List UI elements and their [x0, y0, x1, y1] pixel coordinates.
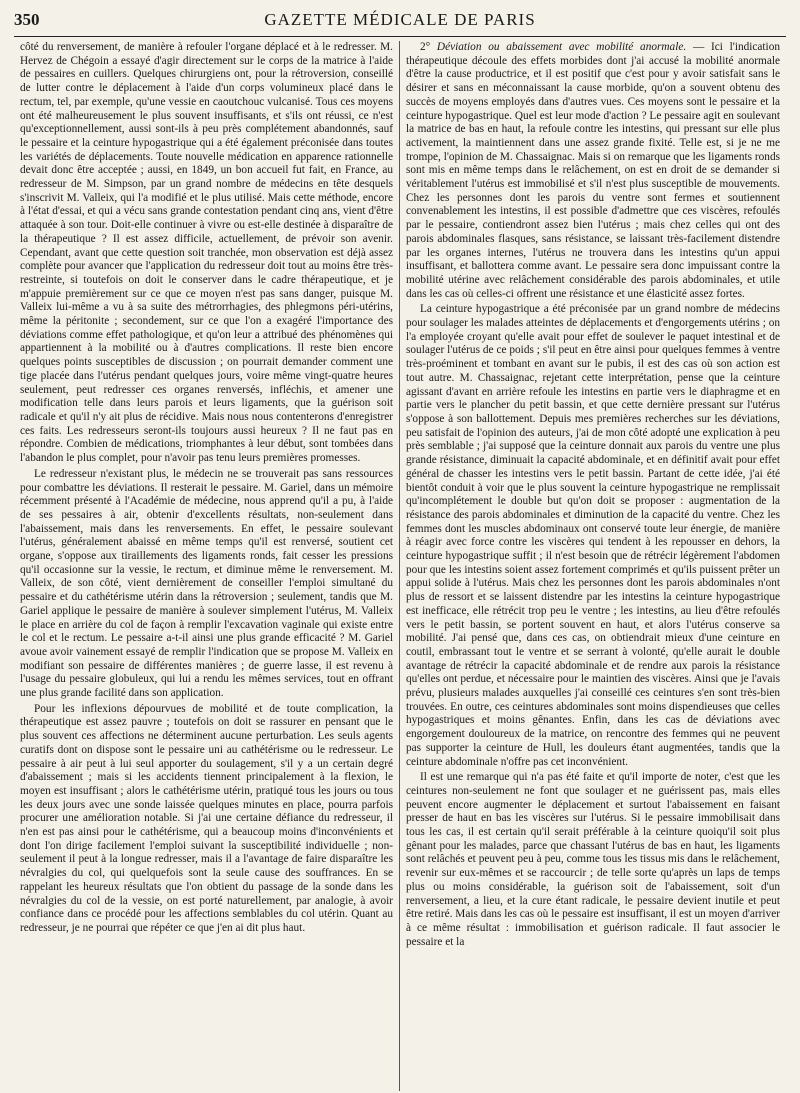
paragraph: Pour les inflexions dépourvues de mobilité et de toute complication, la thérapeutique est assez pauvre ; toutefois on doit se rassurer en pensant que le plus souvent ces affections ne déterminent aucune perturbation. Les seuls agents curatifs dont on dispose sont le pessaire uni au cathétérisme ou le redresseur. Le pessaire à air peut à lui seul apporter du soulagement, s'il y a un certain degré d'abaissement ; mais si les accidents tiennent principalement à la flexion, le moyen est insuffisant ; alors le cathétérisme utérin, pratiqué tous les jours ou tous les deux jours avec une sonde laissée quelques minutes en place, pourra parfois procurer une amélioration notable. Si j'ai une certaine défiance du redresseur, il n'en est pas ainsi pour le cathétérisme, qui a beaucoup moins d'inconvénients et dont l'on dirige facilement l'emploi suivant la susceptibilité individuelle ; non-seulement il peut à la longue redresser, mais il a l'avantage de faire disparaître les névralgies du col, qui quelquefois sont la seule cause des souffrances. En se rappelant les heureux résultats que l'on obtient du passage de la sonde dans les névralgies du col de la vessie, on est porté naturellement, par analogie, à avoir confiance dans ce procédé pour les affections semblables du col utérin. Quant au redresseur, je ne pourrai que répéter ce que j'en ai dit plus haut. [20, 702, 393, 934]
section-number: 2° [420, 41, 431, 53]
paragraph: Il est une remarque qui n'a pas été faite et qu'il importe de noter, c'est que les ceintures non-seulement ne font que soulager et ne guérissent pas, mais elles peuvent encore augmenter le déplacement et surtout l'abaissement en faisant presser de haut en bas les viscères sur l'utérus. Si le pessaire immobilisait dans tous les cas, il est certain qu'il serait préférable à la ceinture quoiqu'il soit plus gênant pour les malades, parce que chassant l'utérus de bas en haut, les ligaments sont relâchés et peuvent peu à peu, comme tous les tissus mis dans le relâchement, revenir sur eux-mêmes et se raccourcir ; de telle sorte qu'après un laps de temps plus ou moins considérable, la guérison soit de l'abaissement, soit d'un renversement, a lieu, et la cure étant radicale, le pessaire devient inutile et peut être retiré. Mais dans les cas où le pessaire est insuffisant, il est un moyen d'arriver à ce même résultat : immobilisation et guérison radicale. Il faut associer le pessaire et la [406, 771, 780, 948]
section-text: — Ici l'indication thérapeutique découle des effets morbides dont j'ai accusé la mobilité anormale d'être la cause productrice, et il est positif que c'est pour y avoir satisfait sans le désirer et sans en méconnaissant la cause morbide, qu'on a souvent obtenu des succès de moyens employés dans d'autres vues. Ces moyens sont le pessaire et la ceinture hypogastrique. Quel est leur mode d'action ? Le pessaire agit en soulevant la matrice de bas en haut, la refoule contre les intestins, qui pressant sur elle plus activement, la maintiennent dans une assez grande fixité. Telle est, si je ne me trompe, l'opinion de M. Chassaignac. Mais si on remarque que les ligaments ronds sont mis en même temps dans le relâchement, on est en droit de se demander si véritablement l'utérus est immobilisé et s'il n'est plus susceptible de mouvements. Chez les personnes dont les parois du ventre sont fermes et soutiennent convenablement les intestins, il est possible d'admettre que ces viscères, refoulés par le pessaire, contiendront assez bien l'utérus ; mais chez celles qui ont des parois abdominales flasques, sans résistance, se laissant très-facilement distendre par les organes internes, l'utérus ne trouvera dans les intestins qu'un appui insuffisant, et ballottera comme avant. Le pessaire sera donc impuissant contre la mobilité utérine avec relâchement considérable des parois abdominales, et utile dans les cas où celles-ci offrent une résistance et une élasticité assez fortes. [406, 41, 780, 300]
right-column [400, 41, 786, 1091]
page-number: 350 [14, 10, 40, 29]
paragraph: côté du renversement, de manière à refouler l'organe déplacé et à le redresser. M. Hervez de Chégoin a essayé d'agir directement sur le corps de la matrice à l'aide de pessaires en cuillers. Quelques chirurgiens ont, pour la rétroversion, conseillé de lutter contre le déplacement à l'aide d'un corps volumineux placé dans le rectum, tel, par exemple, qu'une vessie en caoutchouc vulcanisé. Tous ces moyens ont été malheureusement le plus souvent insuffisants, et s'ils ont réussi, ce n'est qu'exceptionnellement, aussi sont-ils à peu près complétement abandonnés, sauf le pessaire et la ceinture hypogastrique qui a été également préconisée dans toutes les variétés de déplacements. Toute nouvelle médication en apparence rationnelle devait donc être acceptée ; aussi, en 1849, un bon accueil fut fait, en France, au redresseur de M. Simpson, par un grand nombre de médecins en tête desquels s'inscrivit M. Valleix, qui l'a modifié et le plus utilisé. Mais cette méthode, encore à l'état d'essai, et qui a vécu sans grande contestation pendant cinq ans, vient d'être attaquée à son tour. Doit-elle continuer à vivre ou est-elle destinée à disparaître de la thérapeutique ? Il est assez difficile, actuellement, de prévoir son avenir. Cependant, avant que cette question soit tranchée, mon observation est déjà assez complète pour avancer que l'application du redresseur doit tout au moins être très-restreinte, si toutefois on doit le conserver dans le cadre thérapeutique, et je m'appuie premièrement sur ce que ce moyen n'est pas sans danger, puisque M. Valleix lui-même a vu à sa suite des métrorrhagies, des phlegmons péri-utérins, même la péritonite ; secondement, sur ce que l'on a exagéré l'importance des déviations comme effet pathologique, et qu'on leur a attribué des phénomènes qui appartiennent à la mobilité ou à d'autres complications. Il reste bien encore quelques points susceptibles de discussion ; on pourrait demander comment une tige placée dans l'utérus pendant quelques jours, voire même vingt-quatre heures seulement, peut redresser ces organes renversés, infléchis, et amener une modification telle dans leurs parois et leurs ligaments, que la guérison soit radicale et qu'il n'y ait plus de récidive. Mais nous nous contenterons d'enregistrer ces faits. Les redresseurs seront-ils toujours aussi heureux ? Il ne faut pas en répondre. Combien de médications, triomphantes à leur début, sont tombées dans l'abandon le plus complet, pour n'avoir pas tenu leurs premières promesses. [20, 41, 393, 465]
left-column [14, 41, 400, 1091]
running-title: GAZETTE MÉDICALE DE PARIS [264, 10, 536, 29]
page-header [14, 10, 786, 37]
paragraph: La ceinture hypogastrique a été préconisée par un grand nombre de médecins pour soulager les malades atteintes de déplacements et d'engorgements utérins ; on l'a employée croyant qu'elle avait pour effet de soulever le paquet intestinal et de soulager l'utérus de ce poids ; s'il peut en être ainsi pour quelques femmes à ventre très-proéminent et tombant en avant sur le pubis, il est des cas où son action est tout autre. M. Chassaignac, rejetant cette interprétation, pense que la ceinture agissant d'avant en arrière refoule les intestins en partie vers le diaphragme et en partie vers le plancher du petit bassin, et que cette dernière pressant sur l'utérus s'oppose à son ballottement. Depuis mes premières recherches sur les déviations, peu satisfait de l'opinion des auteurs, j'ai de mon côté adopté une explication à peu près semblable ; j'ai supposé que la ceinture donnait aux parois du ventre une plus grande résistance, diminuait la capacité abdominale, et en définitif avait pour effet général de chasser les intestins vers le petit bassin. Partant de cette idée, j'ai été bientôt conduit à voir que le plus souvent la ceinture hypogastrique ne remplissait qu'incomplétement le double but qu'on doit se proposer : augmentation de la résistance des parois abdominales et diminution de la capacité du ventre. Chez les femmes dont les muscles abdominaux ont conservé toute leur énergie, de manière à réagir avec force contre les viscères qui tendent à les repousser en dehors, la ceinture hypogastrique suffit ; il n'est besoin que de rétrécir légèrement l'abdomen pour que les intestins soient assez fortement comprimés et qu'ils puissent prêter un appui solide à l'utérus. Mais chez les personnes dont les parois abdominales n'ont plus de ressort et se laissent distendre par les intestins la ceinture hypogastrique est inefficace, elle rétrécit trop peu le ventre ; les intestins, au lieu d'être refoulés vers le petit bassin, se portent souvent en haut, et alors l'utérus conserve sa mobilité. J'ai pensé que, dans ces cas, on obtiendrait mieux d'une ceinture en coutil, embrassant tout le ventre et se serrant à volonté, qu'elle aurait le double avantage de rétrécir la capacité abdominale et de rendre aux parois la résistance qu'elles ont perdue, et nécessaire pour le maintien des viscères. Ainsi que je l'avais prévu, plusieurs malades auxquelles j'ai conseillé ces ceintures s'en sont très-bien trouvées. En outre, ces ceintures abdominales sont moins dispendieuses que celles hypogastriques et moins gênantes. Enfin, dans les cas de déviations avec engorgement douloureux de la matrice, on rencontre des femmes qui ne peuvent pas supporter la ceinture de Hull, les douleurs étant augmentées, tandis que la ceinture abdominale n'offre pas cet inconvénient. [406, 303, 780, 768]
text-columns [14, 41, 786, 1091]
section-title: Déviation ou abaissement avec mobilité anormale. [436, 41, 687, 53]
section-paragraph [406, 41, 780, 301]
paragraph: Le redresseur n'existant plus, le médecin ne se trouverait pas sans ressources pour combattre les déviations. Il resterait le pessaire. M. Gariel, dans un mémoire récemment présenté à l'Académie de médecine, nous apprend qu'il a pu, à l'aide de ses pessaires à air, obtenir d'excellents résultats, non-seulement dans l'abaissement, mais dans les renversements. En effet, le pessaire soulevant l'utérus, généralement abaissé en même temps qu'il est renversé, soutient cet organe, s'oppose aux tiraillements des ligaments ronds, fait cesser les pressions qu'il occasionne sur la vessie, le rectum, et diminue même le renversement. M. Valleix, de son côté, vient dernièrement de conseiller l'emploi simultané du pessaire et du cathétérisme utérin dans la rétroversion ; seulement, tandis que M. Gariel applique le pessaire de manière à soulever simplement l'utérus, M. Valleix le place en arrière du col de façon à remplir l'excavation vaginale qui existe entre le col et le rectum. Le pessaire a-t-il ainsi une plus grande efficacité ? M. Gariel avoue avoir vainement essayé de remplir l'indication que se propose M. Valleix en modifiant son pessaire de différentes manières ; de guerre lasse, il est revenu à l'usage du pessaire globuleux, qui lui a rendu les mêmes services, tout en offrant une plus grande facilité dans son application. [20, 467, 393, 700]
